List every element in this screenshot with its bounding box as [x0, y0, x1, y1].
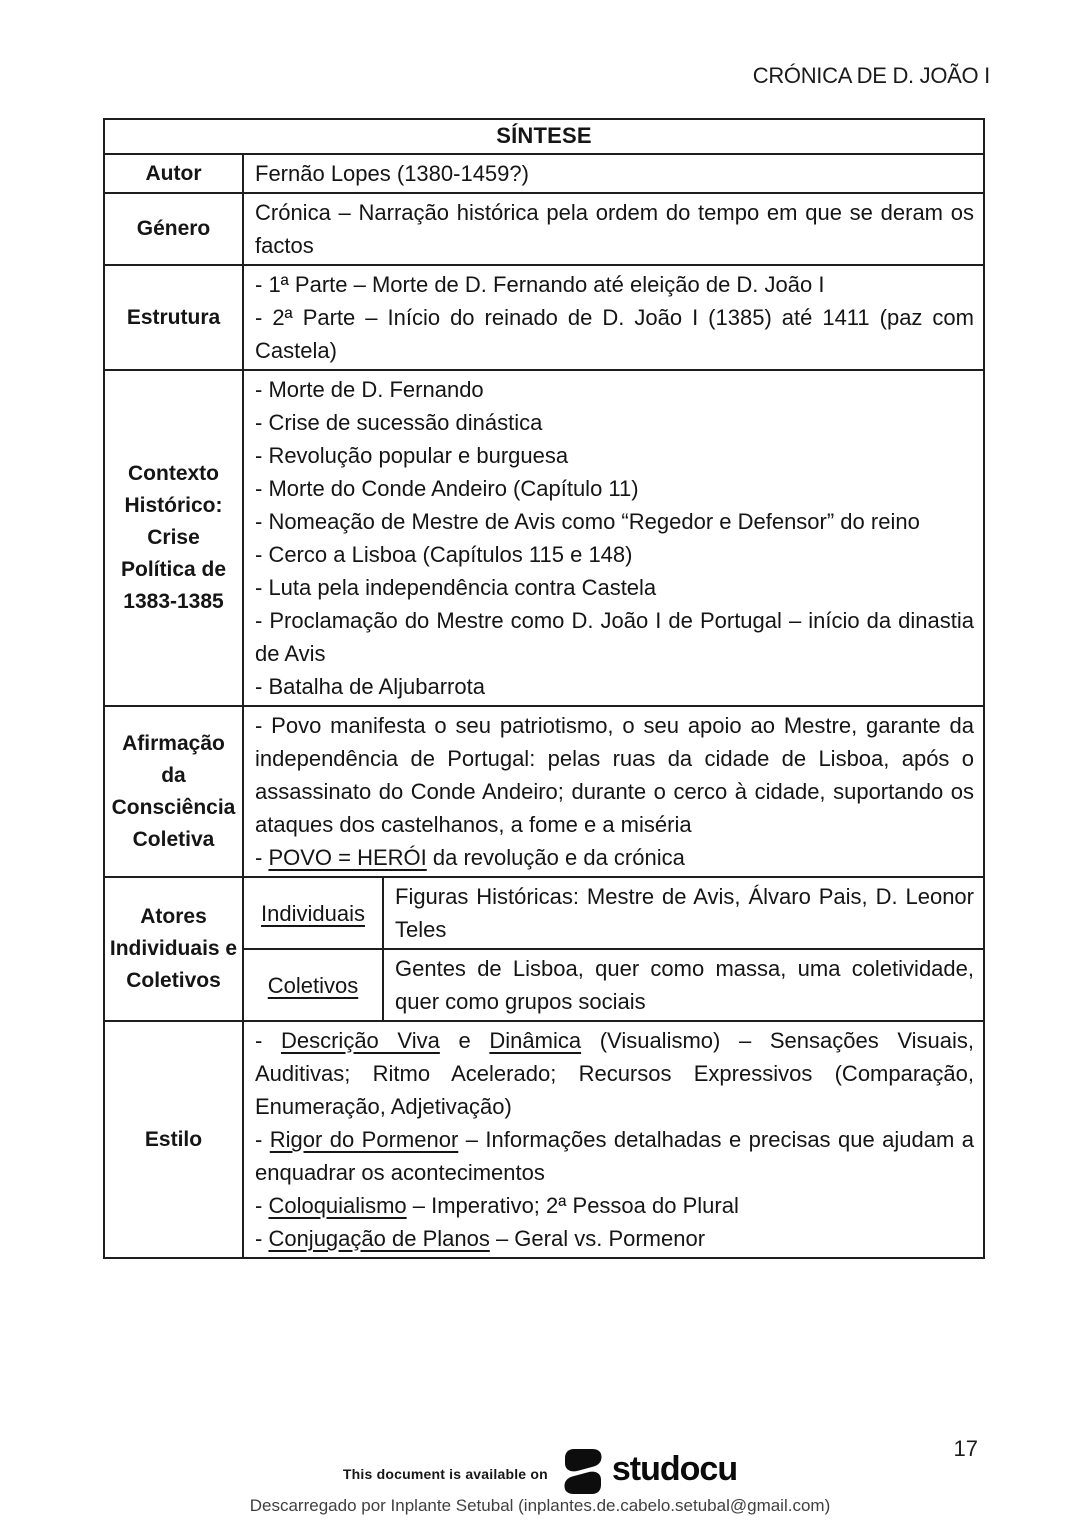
- paragraph: - Revolução popular e burguesa: [255, 443, 569, 468]
- row-content-estilo: [243, 1021, 984, 1258]
- row-content-contexto: [243, 370, 984, 706]
- table-row-autor: [104, 154, 984, 193]
- sublabel-coletivos: [243, 949, 383, 1021]
- paragraph: - Povo manifesta o seu patriotismo, o seu apoio ao Mestre, garante da independência de Portugal: pelas ruas da cidade de Lisboa, após o assassinato do Conde Andeiro; durante o cerco à cidade, suportando os ataques dos castelhanos, a fome e a miséria: [255, 713, 974, 837]
- row-label-atores: Atores Individuais e Coletivos: [104, 877, 243, 1021]
- row-label-afirmacao: Afirmação da Consciência Coletiva: [104, 706, 243, 877]
- table-row-atores-individuais: [104, 877, 984, 949]
- paragraph: - Rigor do Pormenor – Informações detalhadas e precisas que ajudam a enquadrar os acontecimentos: [255, 1127, 974, 1185]
- paragraph: - Descrição Viva e Dinâmica (Visualismo) – Sensações Visuais, Auditivas; Ritmo Acelerado; Recursos Expressivos (Comparação, Enumeração, Adjetivação): [255, 1028, 974, 1119]
- row-content-autor: [243, 154, 984, 193]
- row-label-estrutura: Estrutura: [104, 265, 243, 370]
- row-content-genero: [243, 193, 984, 265]
- table-row-estilo: [104, 1021, 984, 1258]
- paragraph: - Cerco a Lisboa (Capítulos 115 e 148): [255, 542, 633, 567]
- paragraph: - Batalha de Aljubarrota: [255, 674, 485, 699]
- document-title: CRÓNICA DE D. JOÃO I: [752, 63, 990, 88]
- table-row-contexto: [104, 370, 984, 706]
- table-row-genero: [104, 193, 984, 265]
- paragraph: Crónica – Narração histórica pela ordem do tempo em que se deram os factos: [255, 200, 974, 258]
- paragraph: - Conjugação de Planos – Geral vs. Pormenor: [255, 1226, 706, 1251]
- table-row-estrutura: [104, 265, 984, 370]
- availability-text: This document is available on: [342, 1465, 548, 1482]
- download-note: Descarregado por Inplante Setubal (inplantes.de.cabelo.setubal@gmail.com): [249, 1496, 831, 1515]
- paragraph: - Proclamação do Mestre como D. João I de Portugal – início da dinastia de Avis: [255, 608, 974, 666]
- studocu-link[interactable]: [562, 1448, 737, 1495]
- row-content-coletivos: [383, 949, 984, 1021]
- row-label-genero: Género: [104, 193, 243, 265]
- paragraph: - Crise de sucessão dinástica: [255, 410, 543, 435]
- table-row-afirmacao: [104, 706, 984, 877]
- sublabel-individuais: [243, 877, 383, 949]
- studocu-wordmark: studocu: [611, 1450, 738, 1488]
- sublabel-text: Coletivos: [267, 972, 359, 998]
- paragraph: - 1ª Parte – Morte de D. Fernando até eleição de D. João I: [255, 272, 825, 297]
- paragraph: Figuras Históricas: Mestre de Avis, Álvaro Pais, D. Leonor Teles: [395, 884, 974, 942]
- sublabel-text: Individuais: [261, 900, 365, 926]
- paragraph: Gentes de Lisboa, quer como massa, uma coletividade, quer como grupos sociais: [395, 956, 974, 1014]
- row-content-individuais: [383, 877, 984, 949]
- row-content-afirmacao: [243, 706, 984, 877]
- paragraph: - Morte de D. Fernando: [255, 377, 484, 402]
- paragraph: - Luta pela independência contra Castela: [255, 575, 657, 600]
- table-title-row: [104, 119, 984, 154]
- row-label-autor: Autor: [104, 154, 243, 193]
- row-label-contexto: Contexto Histórico: Crise Política de 1383-1385: [104, 370, 243, 706]
- page-number: 17: [953, 1436, 978, 1461]
- paragraph: Fernão Lopes (1380-1459?): [255, 161, 529, 186]
- row-content-estrutura: [243, 265, 984, 370]
- studocu-logo-icon: [562, 1448, 604, 1495]
- table-title: SÍNTESE: [104, 119, 984, 154]
- paragraph: - Morte do Conde Andeiro (Capítulo 11): [255, 476, 639, 501]
- paragraph: - 2ª Parte – Início do reinado de D. João I (1385) até 1411 (paz com Castela): [255, 305, 974, 363]
- paragraph: - Nomeação de Mestre de Avis como “Regedor e Defensor” do reino: [255, 509, 920, 534]
- footer-availability-row: [0, 1448, 1080, 1495]
- paragraph: - POVO = HERÓI da revolução e da crónica: [255, 845, 685, 870]
- row-label-estilo: Estilo: [104, 1021, 243, 1258]
- synthesis-table: [103, 118, 985, 1259]
- paragraph: - Coloquialismo – Imperativo; 2ª Pessoa do Plural: [255, 1193, 739, 1218]
